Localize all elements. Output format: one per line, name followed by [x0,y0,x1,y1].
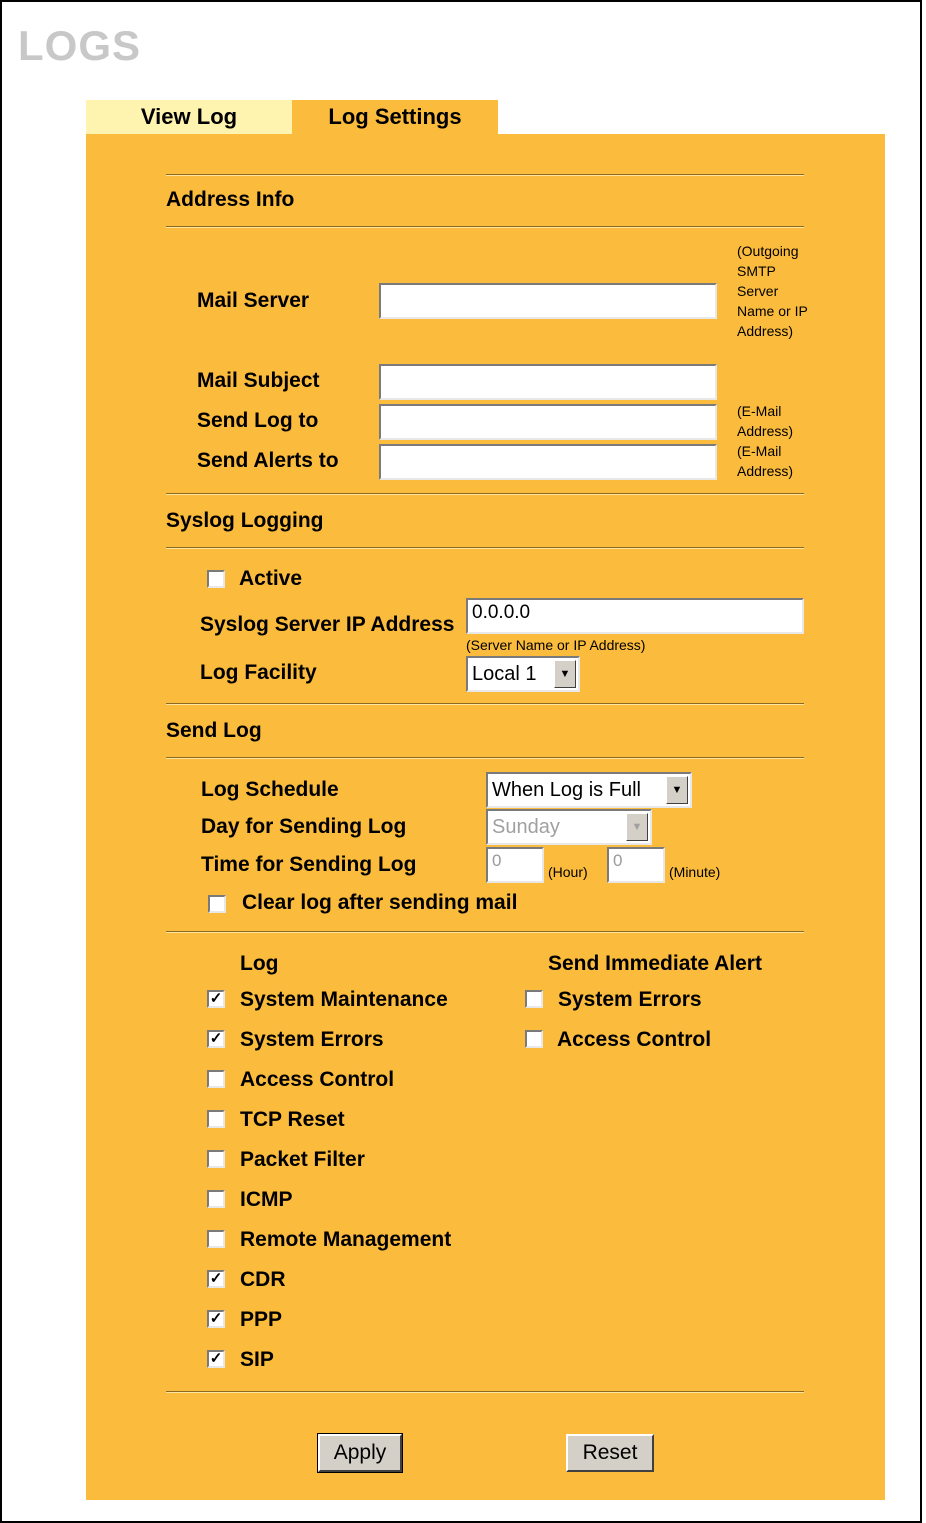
log-cdr-label: CDR [240,1268,286,1291]
divider [166,547,804,549]
log-remote-management-label: Remote Management [240,1228,452,1251]
log-sip-checkbox[interactable]: ✓ [207,1350,225,1368]
log-ppp-label: PPP [240,1308,283,1331]
send-log-to-input[interactable] [379,404,717,440]
send-alerts-to-input[interactable] [379,444,717,480]
log-schedule-label: Log Schedule [201,778,339,801]
minute-unit-label: (Minute) [669,864,721,880]
log-icmp-label: ICMP [240,1188,293,1211]
log-system-maintenance-label: System Maintenance [240,988,448,1011]
time-for-sending-label: Time for Sending Log [201,853,417,876]
chevron-down-icon[interactable]: ▼ [626,813,648,841]
send-log-to-note: (E-Mail Address) [737,403,794,439]
log-tcp-reset-checkbox[interactable] [207,1110,225,1128]
syslog-server-label: Syslog Server IP Address [200,613,455,636]
log-packet-filter-checkbox[interactable] [207,1150,225,1168]
log-facility-value: Local 1 [472,662,537,685]
clear-log-checkbox[interactable] [208,895,226,913]
divider [166,703,804,705]
send-alerts-to-note: (E-Mail Address) [737,443,794,479]
minute-input[interactable]: 0 [607,847,665,883]
day-for-sending-label: Day for Sending Log [201,815,407,838]
log-remote-management-checkbox[interactable] [207,1230,225,1248]
mail-subject-label: Mail Subject [197,369,320,392]
syslog-server-input[interactable]: 0.0.0.0 [466,598,804,634]
page-title: LOGS [18,22,142,69]
divider [166,931,804,933]
log-sip-label: SIP [240,1348,274,1371]
settings-panel [86,134,885,1500]
reset-button[interactable]: Reset [566,1434,654,1472]
day-for-sending-value: Sunday [492,815,560,838]
section-address-info: Address Info [166,188,295,211]
log-system-errors-checkbox[interactable]: ✓ [207,1030,225,1048]
log-ppp-checkbox[interactable]: ✓ [207,1310,225,1328]
mail-subject-input[interactable] [379,364,717,400]
log-access-control-label: Access Control [240,1068,395,1091]
divider [166,757,804,759]
log-column-heading: Log [240,952,279,975]
syslog-server-note: (Server Name or IP Address) [466,637,646,653]
apply-button[interactable]: Apply [318,1434,402,1472]
alert-system-errors-label: System Errors [558,988,702,1011]
alert-system-errors-checkbox[interactable] [525,990,543,1008]
clear-log-label: Clear log after sending mail [242,891,518,914]
log-facility-select[interactable] [466,656,580,692]
tab-view-log[interactable]: View Log [86,100,292,134]
send-alerts-to-label: Send Alerts to [197,449,339,472]
mail-server-input[interactable] [379,283,717,319]
log-system-errors-label: System Errors [240,1028,384,1051]
divider [166,226,804,228]
log-facility-label: Log Facility [200,661,317,684]
log-schedule-value: When Log is Full [492,778,641,801]
chevron-down-icon[interactable]: ▼ [666,776,688,804]
section-syslog-logging: Syslog Logging [166,509,324,532]
log-cdr-checkbox[interactable]: ✓ [207,1270,225,1288]
log-schedule-select[interactable] [486,772,692,808]
log-system-maintenance-checkbox[interactable]: ✓ [207,990,225,1008]
log-access-control-checkbox[interactable] [207,1070,225,1088]
alert-access-control-label: Access Control [557,1028,712,1051]
divider [166,174,804,176]
log-icmp-checkbox[interactable] [207,1190,225,1208]
divider [166,493,804,495]
mail-server-note: (Outgoing SMTP Server Name or IP Address) [737,243,808,339]
alert-access-control-checkbox[interactable] [525,1030,543,1048]
section-send-log: Send Log [166,719,262,742]
alert-column-heading: Send Immediate Alert [548,952,762,975]
log-tcp-reset-label: TCP Reset [240,1108,345,1131]
day-for-sending-select[interactable] [486,809,652,845]
hour-unit-label: (Hour) [548,864,588,880]
syslog-active-label: Active [239,567,303,590]
syslog-active-checkbox[interactable] [207,570,225,588]
log-packet-filter-label: Packet Filter [240,1148,365,1171]
divider [166,1391,804,1393]
tab-log-settings[interactable]: Log Settings [292,100,498,134]
chevron-down-icon[interactable]: ▼ [554,660,576,688]
hour-input[interactable]: 0 [486,847,544,883]
mail-server-label: Mail Server [197,289,310,312]
send-log-to-label: Send Log to [197,409,319,432]
